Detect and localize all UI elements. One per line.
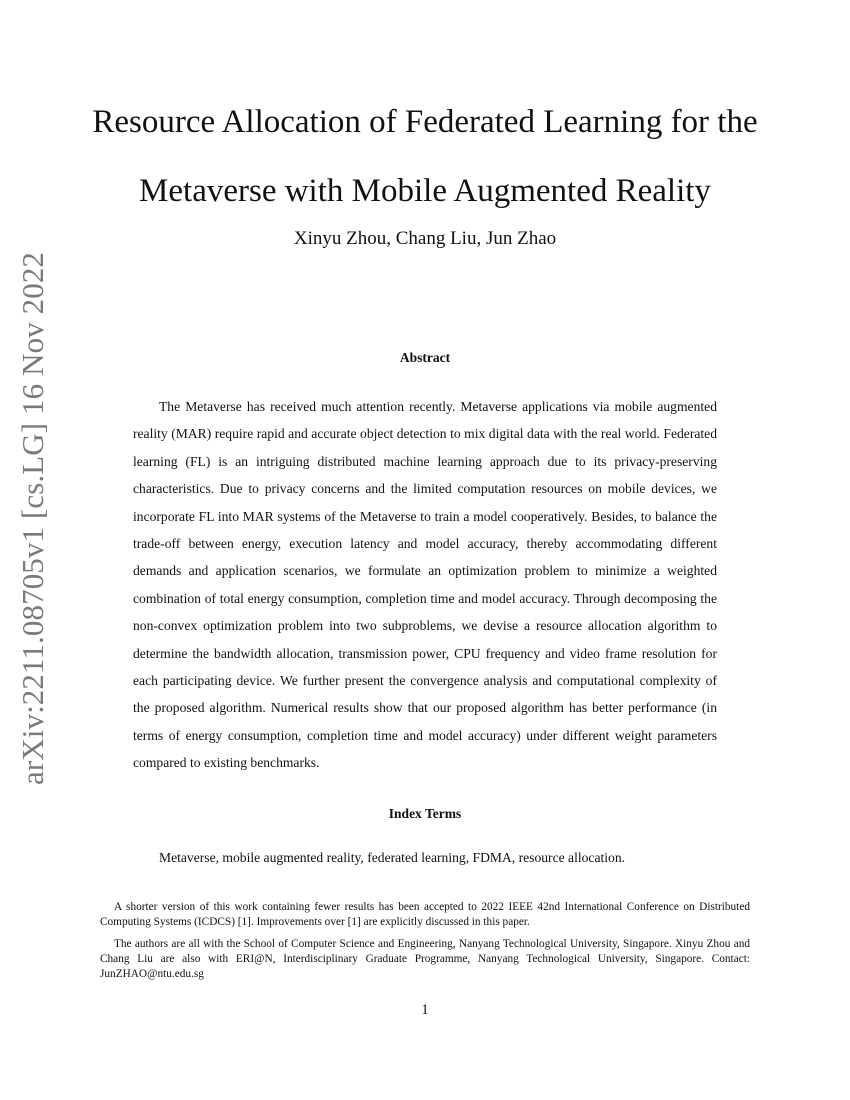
arxiv-identifier: arXiv:2211.08705v1 [cs.LG] 16 Nov 2022 [15,251,50,785]
abstract-text: The Metaverse has received much attention recently. Metaverse applications via mobile augmented reality (MAR) require rapid and accurate object detection to mix digital data with the real world. Federated learning (FL) is an intriguing distributed machine learning approach due to its privacy-preserving characteristics. Due to privacy concerns and the limited computation resources on mobile devices, we incorporate FL into MAR systems of the Metaverse to train a model cooperatively. Besides, to balance the trade-off between energy, execution latency and model accuracy, thereby accommodating different demands and application scenarios, we formulate an optimization problem to minimize a weighted combination of total energy consumption, completion time and model accuracy. Through decomposing the non-convex optimization problem into two subproblems, we devise a resource allocation algorithm to determine the bandwidth allocation, transmission power, CPU frequency and video frame resolution for each participating device. We further present the convergence analysis and computational complexity of the proposed algorithm. Numerical results show that our proposed algorithm has better performance (in terms of energy consumption, completion time and model accuracy) under different weight parameters compared to existing benchmarks. [133,399,717,771]
page-number: 1 [421,1002,429,1018]
footnotes [100,900,750,989]
paper-title: Resource Allocation of Federated Learning for the Metaverse with Mobile Augmented Reality [92,104,758,209]
author-list: Xinyu Zhou, Chang Liu, Jun Zhao [293,228,557,249]
footnote-conference-version: A shorter version of this work containing fewer results has been accepted to 2022 IEEE 42nd International Conference on Distributed Computing Systems (ICDCS) [1]. Improvements over [1] are explicitly discussed in this paper. [100,901,750,928]
footnote-affiliations: The authors are all with the School of Computer Science and Engineering, Nanyang Technological University, Singapore. Xinyu Zhou and Chang Liu are also with ERI@N, Interdisciplinary Graduate Programme, Nanyang Technological University, Singapore. Contact: JunZHAO@ntu.edu.sg [100,938,750,980]
index-terms-text: Metaverse, mobile augmented reality, federated learning, FDMA, resource allocation. [159,850,626,865]
abstract-heading: Abstract [399,350,451,365]
index-terms-heading: Index Terms [388,806,462,821]
